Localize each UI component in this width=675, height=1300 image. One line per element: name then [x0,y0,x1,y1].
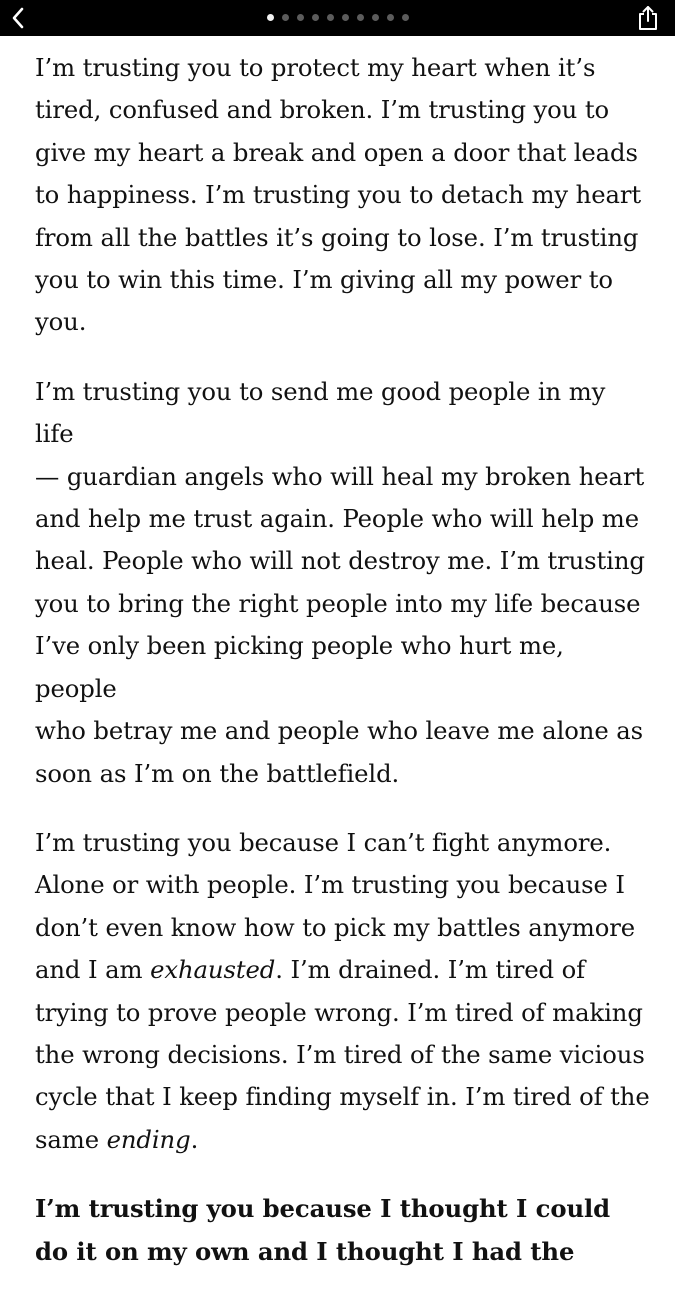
article-paragraph [35,822,650,1161]
page-dot[interactable] [297,14,304,21]
page-dot[interactable] [402,14,409,21]
page-dot[interactable] [282,14,289,21]
page-dot[interactable] [267,14,274,21]
paragraph-text: I’m trusting you because I thought I could do it on my own and I thought I had the [35,1194,611,1266]
article-paragraph [35,47,650,344]
paragraph-text: . I’m drained. I’m tired of trying to prove people wrong. I’m tired of making the wrong decisions. I’m tired of the same vicious cycle that I keep finding myself in. I’m tired of the same [35,955,650,1154]
emphasized-text: ending [106,1124,191,1154]
paragraph-text: I’m trusting you to send me good people in my life — guardian angels who will heal my broken heart and help me trust again. People who will help me heal. People who will not destroy me. I’m trusting you to bring the right people into my life because I’ve only been picking people who hurt me, people who betray me and people who leave me alone as soon as I’m on the battlefield. [35,376,645,788]
paragraph-text: . [190,1124,199,1154]
article-body [35,47,650,1300]
page-dot[interactable] [342,14,349,21]
page-dot[interactable] [372,14,379,21]
emphasized-text: exhausted [150,955,276,985]
share-icon [637,5,659,31]
page-dot[interactable] [327,14,334,21]
share-button[interactable] [635,4,661,32]
article-paragraph [35,371,650,795]
top-bar [0,0,675,36]
page-indicator[interactable] [0,14,675,21]
paragraph-text: I’m trusting you to protect my heart when it’s tired, confused and broken. I’m trusting you to give my heart a break and open a door that leads to happiness. I’m trusting you to detach my heart from all the battles it’s going to lose. I’m trusting you to win this time. I’m giving all my power to you. [35,53,642,337]
page-dot[interactable] [387,14,394,21]
page-dot[interactable] [312,14,319,21]
article-paragraph [35,1188,650,1273]
page-dot[interactable] [357,14,364,21]
paragraph-text: I’m trusting you because I can’t fight anymore. Alone or with people. I’m trusting you because I don’t even know how to pick my battles anymore and I am [35,827,636,985]
